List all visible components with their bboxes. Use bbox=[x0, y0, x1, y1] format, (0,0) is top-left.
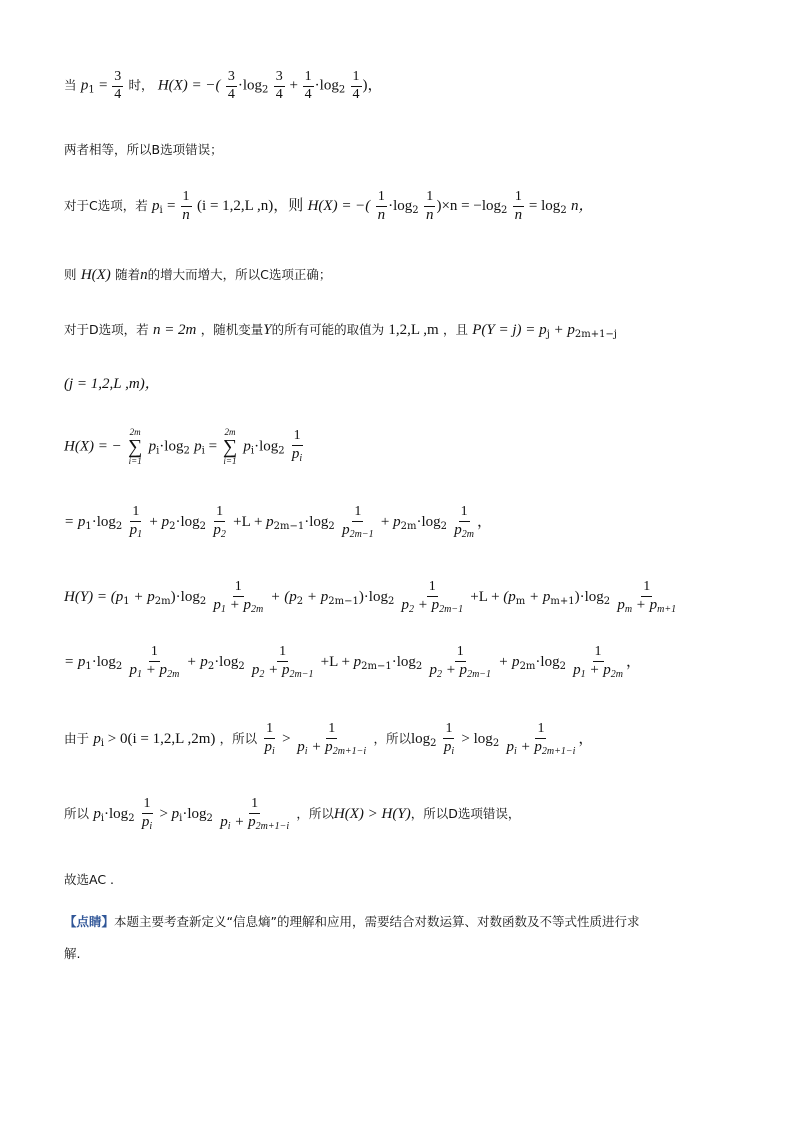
subscript: 2m−1 bbox=[289, 668, 314, 680]
numerator: 1 bbox=[264, 722, 275, 739]
denominator: $p_2 + p_{2m-1}$ bbox=[401, 596, 464, 615]
denominator bbox=[340, 522, 375, 541]
subscript: 2 bbox=[387, 596, 395, 608]
denominator: 4 bbox=[304, 86, 312, 102]
math: > bbox=[461, 731, 474, 748]
math: n = 2m bbox=[152, 322, 197, 338]
subscript: 2 bbox=[415, 661, 423, 673]
denominator: $p_i$ bbox=[443, 738, 455, 757]
math: H(X) = −( bbox=[307, 198, 371, 215]
subscript: 2 bbox=[115, 521, 123, 533]
subscript: 2m bbox=[610, 668, 623, 680]
line-commentary bbox=[64, 912, 754, 930]
subscript: 1 bbox=[88, 84, 95, 96]
subscript: 2 bbox=[262, 84, 269, 96]
math: = bbox=[98, 77, 112, 94]
fraction bbox=[513, 190, 525, 223]
denominator: 4 bbox=[352, 86, 360, 102]
numerator: 1 bbox=[277, 645, 288, 662]
subscript: 2 bbox=[440, 521, 447, 533]
numerator: 1 bbox=[292, 429, 303, 446]
line-case-p1-three-quarters bbox=[64, 70, 754, 102]
fraction bbox=[615, 580, 678, 615]
subscript: 2 bbox=[328, 521, 335, 533]
subscript: 2 bbox=[430, 738, 437, 750]
subscript: 2m−1 bbox=[328, 596, 359, 608]
fraction bbox=[427, 645, 493, 680]
math: ·log bbox=[314, 77, 339, 94]
text: ，所以 bbox=[219, 731, 258, 747]
math: = log bbox=[525, 198, 561, 215]
fraction bbox=[442, 722, 456, 757]
denominator bbox=[211, 522, 228, 541]
text: 所以 bbox=[64, 806, 90, 822]
math: ·log bbox=[237, 77, 263, 94]
subscript: 2m−1 bbox=[349, 528, 374, 540]
line-j-range: (j = 1,2,L ,m)， bbox=[64, 376, 160, 392]
numerator: 1 bbox=[181, 190, 192, 207]
line-b-wrong: 两者相等，所以B选项错误； bbox=[64, 142, 223, 157]
subscript: m+1 bbox=[657, 603, 677, 615]
math: p bbox=[80, 77, 89, 94]
fraction bbox=[351, 70, 362, 102]
subscript: 2 bbox=[436, 668, 442, 680]
line-answer: 故选AC . bbox=[64, 872, 115, 887]
upper-limit: 2m bbox=[224, 427, 236, 437]
math: p bbox=[243, 438, 251, 455]
math: = p bbox=[64, 654, 86, 671]
fraction bbox=[274, 70, 285, 102]
text: 对于C选项，若 bbox=[64, 198, 148, 214]
subscript: i bbox=[451, 745, 455, 757]
numerator: 1 bbox=[249, 797, 260, 814]
line-hy-expand: = $p_1\cdot\log_2$ $\frac{1}{p_1 + p_{2m}}$ + $p_2\cdot\log_2$ $\frac{1}{p_2 + p_{2m-1}}$ $+L + p_{2m-1}\cdot\log_2$ $\frac{1}{p_2 + p_{2m-1}}$ + $p_{2m}\cdot\log_2$ $\frac{1}{p_1 + p_{2m}}$ ， bbox=[64, 644, 641, 680]
subscript: 2 bbox=[296, 596, 304, 608]
subscript: 2m bbox=[167, 668, 180, 680]
fraction bbox=[340, 505, 375, 540]
text: 时， bbox=[128, 77, 154, 93]
subscript: 2 bbox=[207, 661, 215, 673]
denominator: $p_i + p_{2m+1-i}$ bbox=[506, 738, 576, 757]
subscript: 2m bbox=[461, 528, 475, 540]
math: p bbox=[393, 514, 401, 531]
math: ·log bbox=[104, 806, 129, 823]
fraction bbox=[424, 190, 436, 223]
subscript: i bbox=[156, 445, 160, 457]
subscript: 1 bbox=[136, 668, 142, 680]
line-hy: $H(Y) = (p_1 + p_{2m})\cdot\log_2$ $\frac{1}{p_1 + p_{2m}}$ + $(p_2 + p_{2m-1})\cdot\log_2$ $\frac{1}{p_2 + p_{2m-1}}$ $+L + (p_m + p_{m+1})\cdot\log_2$ $\frac{1}{p_m + p_{m+1}}$ bbox=[64, 579, 677, 615]
denominator: n bbox=[377, 206, 386, 223]
fraction bbox=[290, 429, 304, 464]
denominator: $p_2 + p_{2m-1}$ bbox=[429, 661, 492, 680]
commentary-text: 本题主要考查新定义“信息熵”的理解和应用，需要结合对数运算、对数函数及不等式性质进行求 bbox=[114, 914, 640, 929]
numerator: 1 bbox=[376, 190, 387, 207]
math: (i = 1,2,L ,n)，则 bbox=[197, 198, 304, 215]
line-hx-sum bbox=[64, 428, 754, 466]
subscript: i bbox=[201, 445, 205, 457]
subscript: 2m bbox=[400, 521, 417, 533]
math: ， bbox=[477, 514, 493, 531]
fraction bbox=[376, 190, 388, 223]
math: ·log bbox=[391, 654, 416, 671]
math: ·log bbox=[304, 514, 329, 531]
subscript: m+1 bbox=[550, 596, 575, 608]
numerator: 1 bbox=[303, 70, 314, 87]
denominator: 4 bbox=[227, 86, 235, 102]
denominator bbox=[452, 522, 476, 541]
denominator: $p_1 + p_{2m}$ bbox=[129, 661, 180, 680]
math: n bbox=[140, 267, 148, 283]
numerator: 1 bbox=[352, 505, 363, 522]
subscript: 2 bbox=[183, 445, 190, 457]
line-since-pi-positive bbox=[64, 722, 754, 757]
denominator: $p_i$ bbox=[141, 813, 153, 832]
denominator: $p_i$ bbox=[264, 738, 275, 757]
subscript: i bbox=[179, 813, 183, 825]
math: +L + bbox=[233, 514, 267, 531]
subscript: j bbox=[546, 329, 550, 340]
numerator: 1 bbox=[149, 645, 160, 662]
numerator: 1 bbox=[535, 722, 546, 739]
math: +L + bbox=[320, 654, 354, 671]
numerator: 3 bbox=[226, 70, 237, 87]
math: ·log bbox=[91, 654, 116, 671]
text: ，所以D选项错误， bbox=[410, 806, 521, 822]
subscript: 1 bbox=[85, 521, 92, 533]
lower-limit: i=1 bbox=[128, 456, 142, 466]
math: p bbox=[161, 514, 170, 531]
subscript: 2m bbox=[519, 661, 536, 673]
numerator: 3 bbox=[112, 70, 123, 87]
subscript: 2 bbox=[560, 205, 567, 217]
fraction bbox=[295, 722, 368, 757]
math: P(Y = j) = p bbox=[472, 322, 547, 338]
fraction bbox=[303, 70, 314, 102]
math: H(X) > H(Y) bbox=[333, 806, 411, 823]
line-commentary-end: 解. bbox=[64, 946, 81, 961]
commentary-tag: 【点睛】 bbox=[64, 914, 115, 929]
math: ， bbox=[625, 654, 641, 671]
numerator: 1 bbox=[443, 722, 454, 739]
denominator: $p_i + p_{2m+1-i}$ bbox=[297, 738, 367, 757]
math: H(Y) = (p bbox=[64, 589, 124, 606]
numerator: 1 bbox=[351, 70, 362, 87]
math: > bbox=[159, 806, 172, 823]
fraction bbox=[218, 797, 291, 832]
subscript: i bbox=[149, 820, 153, 832]
subscript: 2m−1 bbox=[467, 668, 492, 680]
text: ，且 bbox=[442, 322, 468, 337]
denominator bbox=[128, 522, 145, 541]
denominator: $p_1 + p_{2m}$ bbox=[213, 596, 264, 615]
math: +L + bbox=[470, 589, 504, 606]
subscript: i bbox=[299, 453, 303, 465]
fraction bbox=[127, 645, 181, 680]
subscript: 2 bbox=[501, 205, 508, 217]
upper-limit: 2m bbox=[129, 427, 141, 437]
fraction bbox=[140, 797, 154, 832]
math: ·log bbox=[388, 198, 413, 215]
numerator: 1 bbox=[233, 580, 244, 597]
math: 1,2,L ,m bbox=[388, 322, 439, 338]
text: ，所以 bbox=[373, 731, 411, 747]
numerator: 1 bbox=[513, 190, 524, 207]
subscript: 2 bbox=[409, 603, 414, 615]
subscript: 2 bbox=[220, 528, 226, 540]
subscript: 2 bbox=[206, 813, 213, 825]
subscript: 2m+1−i bbox=[255, 820, 290, 832]
denominator: n bbox=[514, 206, 523, 223]
math: p bbox=[194, 438, 202, 455]
fraction bbox=[250, 645, 316, 680]
math: p bbox=[213, 521, 221, 538]
subscript: 2 bbox=[492, 738, 500, 750]
subscript: i bbox=[100, 813, 105, 825]
fraction bbox=[180, 190, 192, 223]
denominator: n bbox=[425, 206, 434, 223]
numerator: 1 bbox=[214, 505, 225, 522]
math: p bbox=[148, 438, 157, 455]
subscript: 1 bbox=[220, 603, 226, 615]
subscript: 2 bbox=[199, 521, 207, 533]
subscript: 2m bbox=[154, 596, 171, 608]
math: p bbox=[342, 521, 350, 538]
math: = bbox=[204, 438, 221, 455]
numerator: 1 bbox=[427, 580, 438, 597]
sum-symbol: 2m ∑ i=1 bbox=[222, 427, 238, 466]
line-c-option: 对于C选项，若 $p_i$ = $\frac{1}{n}$ (i = 1,2,L ,n)，则 H(X) = −( $\frac{1}{n}$ $\cdot\log_2$ $\frac{1}{n}$ )$\times n = -\log_2$ $\frac{1}{n}$ = $\log_2 n$， bbox=[64, 189, 594, 223]
math: p bbox=[454, 521, 462, 538]
text: 的增大而增大，所以C选项正确； bbox=[147, 267, 332, 282]
denominator: n bbox=[182, 206, 190, 223]
subscript: 2 bbox=[559, 661, 566, 673]
denominator: $p_1 + p_{2m}$ bbox=[573, 661, 623, 680]
math: ·log bbox=[182, 806, 207, 823]
math: ·log bbox=[416, 514, 441, 531]
denominator: 4 bbox=[114, 86, 122, 102]
math: ·log bbox=[535, 654, 560, 671]
math: log bbox=[473, 731, 493, 748]
denominator bbox=[290, 446, 304, 465]
subscript: 1 bbox=[85, 661, 92, 673]
text: 当 bbox=[64, 77, 77, 93]
subscript: i bbox=[100, 738, 105, 750]
text: 随着 bbox=[115, 267, 141, 282]
denominator: $p_2 + p_{2m-1}$ bbox=[251, 661, 314, 680]
numerator: 1 bbox=[142, 797, 153, 814]
math: p bbox=[266, 514, 274, 531]
fraction bbox=[571, 645, 625, 680]
math: )， bbox=[362, 77, 383, 94]
math: )×n = −log bbox=[436, 198, 501, 215]
subscript: 2 bbox=[115, 661, 123, 673]
text: ，随机变量 bbox=[200, 322, 264, 337]
subscript: 2 bbox=[278, 445, 285, 457]
subscript: 1 bbox=[580, 668, 586, 680]
denominator: 4 bbox=[275, 86, 283, 102]
text: 的所有可能的取值为 bbox=[271, 322, 385, 337]
subscript: m bbox=[515, 596, 526, 608]
numerator: 1 bbox=[424, 190, 435, 207]
subscript: 2 bbox=[259, 668, 265, 680]
denominator: $p_m + p_{m+1}$ bbox=[617, 596, 677, 615]
math: ·log bbox=[91, 514, 116, 531]
math: H(X) = − bbox=[64, 438, 122, 455]
line-conclude-d-wrong: 所以 $p_i\cdot\log_2$ $\frac{1}{p_i}$ > $p_i\cdot\log_2$ $\frac{1}{p_i + p_{2m+1-i}}$ ，所以H(X) > H(Y)，所以D选项错误， bbox=[64, 796, 521, 832]
math: > bbox=[282, 731, 295, 748]
subscript: 2m+1−i bbox=[332, 745, 367, 757]
sum-symbol: 2m ∑ i=1 bbox=[128, 427, 143, 466]
subscript: m bbox=[624, 603, 633, 615]
subscript: 2 bbox=[412, 205, 419, 217]
text: 由于 bbox=[64, 731, 90, 747]
fraction bbox=[504, 722, 577, 757]
math: H(X) = −( bbox=[157, 77, 221, 94]
math: + bbox=[285, 77, 302, 94]
math: ·log bbox=[175, 514, 200, 531]
subscript: 2m−1 bbox=[361, 661, 392, 673]
math: + p bbox=[549, 322, 575, 338]
fraction bbox=[211, 580, 265, 615]
line-d-option bbox=[64, 320, 754, 340]
math: = p bbox=[64, 514, 86, 531]
subscript: 2m+1−i bbox=[541, 745, 576, 757]
math: p bbox=[291, 446, 300, 463]
math: ， bbox=[578, 731, 594, 748]
math: > 0(i = 1,2,L ,2m) bbox=[104, 731, 216, 748]
subscript: 1 bbox=[123, 596, 130, 608]
fraction bbox=[128, 505, 145, 540]
fraction bbox=[112, 70, 123, 102]
subscript: i bbox=[250, 445, 255, 457]
subscript: 2m−1 bbox=[439, 603, 464, 615]
math: ·log bbox=[214, 654, 239, 671]
line-c-correct bbox=[64, 265, 754, 284]
fraction bbox=[226, 70, 237, 102]
text: 对于D选项，若 bbox=[64, 322, 149, 337]
subscript: 2 bbox=[128, 813, 135, 825]
math: n， bbox=[570, 198, 594, 215]
math: log bbox=[411, 731, 431, 748]
fraction bbox=[211, 505, 228, 540]
math: p bbox=[93, 731, 101, 748]
fraction bbox=[262, 722, 276, 757]
subscript: i bbox=[304, 745, 308, 757]
line-hx-expand: = $p_1\cdot\log_2$ $\frac{1}{p_1}$ + $p_2\cdot\log_2$ $\frac{1}{p_2}$ $+L + p_{2m-1}\cdot\log_2$ $\frac{1}{p_{2m-1}}$ + $p_{2m}\cdot\log_2$ $\frac{1}{p_{2m}}$ ， bbox=[64, 504, 493, 540]
subscript: 2 bbox=[338, 84, 346, 96]
fraction bbox=[400, 580, 466, 615]
subscript: i bbox=[159, 205, 163, 217]
text: ，所以 bbox=[296, 806, 334, 822]
subscript: i bbox=[513, 745, 517, 757]
numerator: 1 bbox=[130, 505, 141, 522]
numerator: 1 bbox=[455, 645, 466, 662]
math: Y bbox=[263, 322, 272, 338]
subscript: 2 bbox=[238, 661, 245, 673]
subscript: i bbox=[227, 820, 231, 832]
subscript: 2m bbox=[250, 603, 264, 615]
math: p bbox=[129, 521, 138, 538]
subscript: 2m+1−j bbox=[574, 329, 617, 340]
math: p bbox=[152, 198, 160, 215]
numerator: 1 bbox=[459, 505, 470, 522]
subscript: 1 bbox=[137, 528, 143, 540]
denominator: $p_i + p_{2m+1-i}$ bbox=[220, 813, 290, 832]
subscript: 2m−1 bbox=[273, 521, 305, 533]
subscript: i bbox=[271, 745, 275, 757]
numerator: 1 bbox=[326, 722, 337, 739]
math: H(X) bbox=[80, 267, 111, 283]
math: ·log bbox=[254, 438, 279, 455]
numerator: 3 bbox=[274, 70, 285, 87]
numerator: 1 bbox=[641, 580, 652, 597]
subscript: 2 bbox=[603, 596, 611, 608]
lower-limit: i=1 bbox=[223, 456, 237, 466]
math: ·log bbox=[159, 438, 184, 455]
subscript: 2 bbox=[199, 596, 207, 608]
text: 则 bbox=[64, 267, 77, 282]
numerator: 1 bbox=[593, 645, 604, 662]
fraction bbox=[452, 505, 476, 540]
subscript: 2 bbox=[169, 521, 176, 533]
